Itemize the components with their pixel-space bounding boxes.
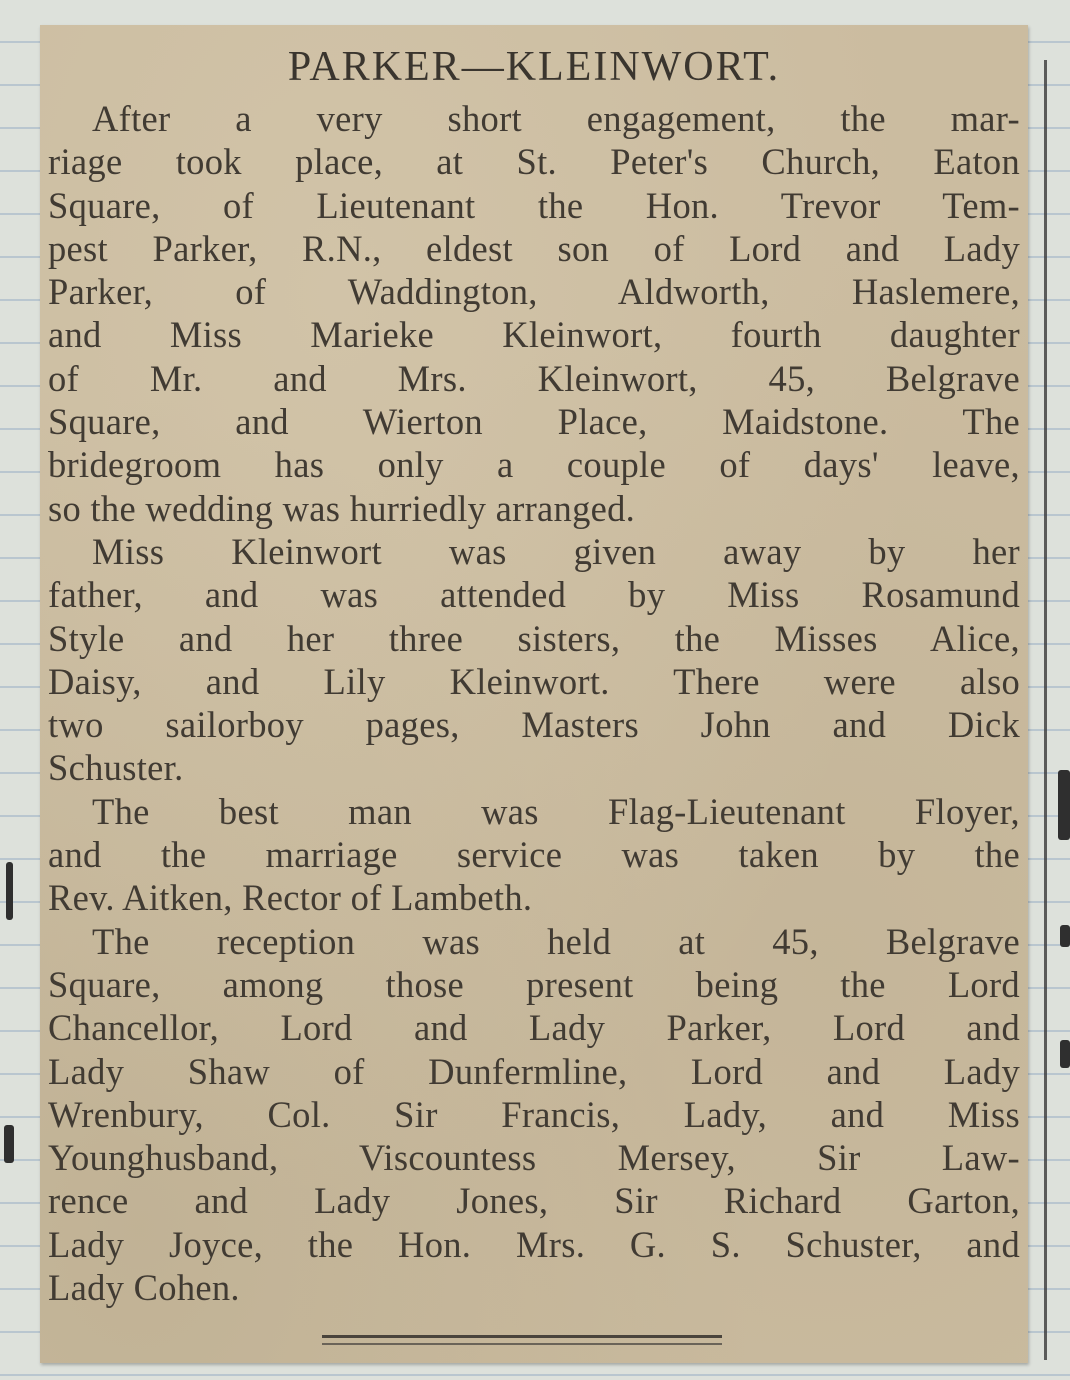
text-line: and the marriage service was taken by the xyxy=(48,834,1020,876)
text-line: so the wedding was hurriedly arranged. xyxy=(48,487,636,529)
paragraph xyxy=(48,790,1020,920)
text-line: Rev. Aitken, Rector of Lambeth. xyxy=(48,877,533,919)
text-line: two sailorboy pages, Masters John and Dick xyxy=(48,704,1020,746)
text-line: bridegroom has only a couple of days' leave, xyxy=(48,444,1020,486)
text-line: Chancellor, Lord and Lady Parker, Lord and xyxy=(48,1007,1020,1049)
text-line: Square, of Lieutenant the Hon. Trevor Tem- xyxy=(48,184,1020,226)
text-line: Miss Kleinwort was given away by her xyxy=(92,530,1020,572)
text-line: The reception was held at 45, Belgrave xyxy=(92,920,1020,962)
text-line: Square, and Wierton Place, Maidstone. The xyxy=(48,401,1020,443)
text-line: Lady Cohen. xyxy=(48,1267,240,1309)
paragraph xyxy=(48,530,1020,790)
text-line: and Miss Marieke Kleinwort, fourth daughter xyxy=(48,314,1020,356)
article-heading: PARKER—KLEINWORT. xyxy=(287,44,781,90)
text-line: rence and Lady Jones, Sir Richard Garton, xyxy=(48,1180,1020,1222)
text-line: Parker, of Waddington, Aldworth, Haslemere, xyxy=(48,271,1020,313)
text-line: Younghusband, Viscountess Mersey, Sir Law- xyxy=(48,1137,1020,1179)
article-body xyxy=(48,97,1020,1309)
text-line: Square, among those present being the Lord xyxy=(48,963,1020,1005)
margin-mark xyxy=(1060,1040,1070,1068)
margin-mark xyxy=(1060,925,1070,947)
page-edge-line xyxy=(1044,60,1047,1360)
text-line: Lady Joyce, the Hon. Mrs. G. S. Schuster, and xyxy=(48,1223,1020,1265)
text-line: father, and was attended by Miss Rosamund xyxy=(48,574,1020,616)
paragraph xyxy=(48,97,1020,530)
text-line: riage took place, at St. Peter's Church, Eaton xyxy=(48,141,1020,183)
newspaper-clipping xyxy=(40,25,1028,1363)
text-line: Style and her three sisters, the Misses Alice, xyxy=(48,617,1020,659)
margin-mark xyxy=(1058,770,1070,840)
text-line: Wrenbury, Col. Sir Francis, Lady, and Miss xyxy=(48,1093,1020,1135)
closing-rule-divider xyxy=(322,1335,722,1345)
text-line: The best man was Flag-Lieutenant Floyer, xyxy=(92,790,1020,832)
text-line: After a very short engagement, the mar- xyxy=(92,98,1020,139)
text-line: Daisy, and Lily Kleinwort. There were also xyxy=(48,660,1020,702)
margin-mark xyxy=(4,1125,14,1163)
text-line: of Mr. and Mrs. Kleinwort, 45, Belgrave xyxy=(48,357,1020,399)
text-line: Lady Shaw of Dunfermline, Lord and Lady xyxy=(48,1050,1020,1092)
text-line: pest Parker, R.N., eldest son of Lord and Lady xyxy=(48,227,1020,269)
paragraph xyxy=(48,920,1020,1310)
text-line: Schuster. xyxy=(48,747,184,789)
margin-mark xyxy=(6,862,13,920)
